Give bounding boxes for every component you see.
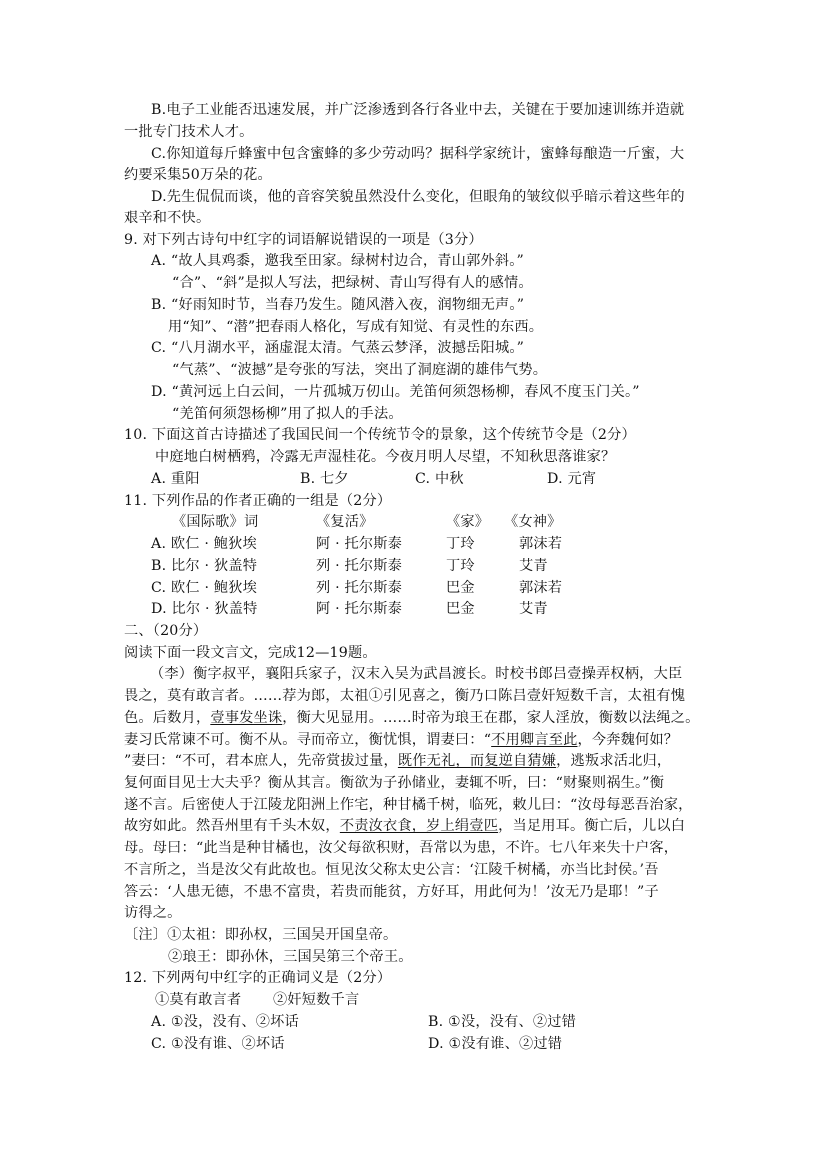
- q12-option-b: B. ①没，没有、②过错: [428, 1014, 577, 1030]
- passage-line-11: 答云：‘人患无德，不患不富贵，若贵而能贫，方好耳，用此何为！’汝无乃是耶！”子: [124, 884, 659, 900]
- q11-row-a-col2: 阿 · 托尔斯泰: [316, 536, 403, 552]
- q11-header-col1: 《国际歌》词: [172, 514, 259, 530]
- q12-option-d: D. ①没有谁、②过错: [428, 1036, 563, 1052]
- q11-row-b-col3: 丁玲: [446, 558, 475, 574]
- passage-text: 故穷如此。然吾州里有千头木奴，: [124, 818, 340, 834]
- option-8d-line1: D.先生侃侃而谈，他的音容笑貌虽然没什么变化，但眼角的皱纹似乎暗示着这些年的: [151, 189, 685, 205]
- note-1: 〔注〕①太祖：即孙权，三国吴开国皇帝。: [124, 927, 398, 943]
- q11-row-c-col3: 巴金: [446, 580, 475, 596]
- q12-item-1: ①莫有敢言者: [155, 992, 242, 1008]
- question-9: 9. 对下列古诗句中红字的词语解说错误的一项是（3分）: [124, 232, 483, 248]
- q10-option-c: C. 中秋: [415, 471, 464, 487]
- q11-row-b-col4: 艾青: [519, 558, 548, 574]
- q11-header-col4: 《女神》: [504, 514, 562, 530]
- passage-line-4: [124, 731, 678, 750]
- passage-text: ”妻曰：“不可，君本庶人，先帝赏拔过量，: [124, 753, 398, 769]
- q12-item-2: ②奸短数千言: [273, 992, 360, 1008]
- underlined-phrase-1: 壹事发坐诛: [210, 710, 283, 726]
- q10-poem: 中庭地白树栖鸦，冷露无声湿桂花。今夜月明人尽望，不知秋思落谁家？: [155, 449, 616, 465]
- section-2-heading: 二、（20分）: [124, 623, 208, 639]
- passage-line-12: 访得之。: [124, 905, 182, 921]
- option-8c-line2: 约要采集50万朵的花。: [124, 167, 272, 183]
- passage-text: 色。后数月，: [124, 710, 211, 726]
- passage-line-8: [124, 817, 685, 836]
- passage-line-2: 畏之，莫有敢言者。……荐为郎，太祖①引见喜之，衡乃口陈吕壹奸短数千言，太祖有愧: [124, 688, 686, 704]
- passage-line-1: （李）衡字叔平，襄阳兵家子，汉末入吴为武昌渡长。时校书郎吕壹操弄权柄，大臣: [150, 666, 683, 682]
- passage-line-9: 母。母曰：“此当是种甘橘也，汝父每欲积财，吾常以为患，不许。七八年来失十户客，: [124, 840, 679, 856]
- question-12: 12. 下列两句中红字的正确词义是（2分）: [124, 970, 392, 986]
- passage-line-5: [124, 752, 671, 771]
- note-2: ②琅王：即孙休，三国吴第三个帝王。: [168, 949, 413, 965]
- passage-text: ，今奔魏何如？: [577, 732, 679, 748]
- passage-instruction: 阅读下面一段文言文，完成12—19题。: [124, 645, 377, 661]
- q9-option-b: B. “好雨知时节，当春乃发生。随风潜入夜，润物细无声。”: [151, 297, 525, 313]
- q11-row-d-col3: 巴金: [446, 601, 475, 617]
- underlined-phrase-2: 不用卿言至此: [491, 732, 578, 748]
- q11-row-d-col1: D. 比尔 · 狄盖特: [151, 601, 258, 617]
- passage-text: 妻习氏常谏不可。衡不从。寻而帝立，衡忧惧，谓妻曰：“: [124, 732, 492, 748]
- q11-header-col2: 《复活》: [316, 514, 374, 530]
- q11-header-col3: 《家》: [446, 514, 490, 530]
- q10-option-b: B. 七夕: [300, 471, 349, 487]
- q11-row-b-col2: 列 · 托尔斯泰: [316, 558, 403, 574]
- q10-option-d: D. 元宵: [547, 471, 597, 487]
- q10-option-a: A. 重阳: [151, 471, 200, 487]
- underlined-phrase-3: 既作无礼，而复逆自猜嫌: [397, 753, 557, 769]
- question-10: 10. 下面这首古诗描述了我国民间一个传统节令的景象，这个传统节令是（2分）: [124, 427, 636, 443]
- question-11: 11. 下列作品的作者正确的一组是（2分）: [124, 493, 392, 509]
- option-8b-line1: B.电子工业能否迅速发展，并广泛渗透到各行各业中去，关键在于要加速训练并造就: [151, 102, 685, 118]
- q9-option-c-note: “气蒸”、“波撼”是夸张的写法，突出了洞庭湖的雄伟气势。: [172, 362, 548, 378]
- q9-option-a: A. “故人具鸡黍，邀我至田家。绿树村边合，青山郭外斜。”: [151, 253, 524, 269]
- passage-line-3: [124, 709, 700, 728]
- q11-row-a-col4: 郭沫若: [519, 536, 563, 552]
- q11-row-a-col1: A. 欧仁 · 鲍狄埃: [151, 536, 257, 552]
- q11-row-b-col1: B. 比尔 · 狄盖特: [151, 558, 258, 574]
- q11-row-a-col3: 丁玲: [446, 536, 475, 552]
- passage-text: ，当足用耳。衡亡后，儿以白: [498, 818, 686, 834]
- passage-text: ，衡大见显用。……时帝为琅王在郡，家人淫放，衡数以法绳之。: [282, 710, 700, 726]
- q11-row-d-col2: 阿 · 托尔斯泰: [316, 601, 403, 617]
- q9-option-b-note: 用“知”、“潜”把春雨人格化，写成有知觉、有灵性的东西。: [168, 319, 544, 335]
- underlined-phrase-4: 不责汝衣食，岁上绢壹匹: [339, 818, 499, 834]
- q12-option-a: A. ①没，没有、②坏话: [151, 1014, 299, 1030]
- q9-option-c: C. “八月湖水平，涵虚混太清。气蒸云梦泽，波撼岳阳城。”: [151, 340, 525, 356]
- q9-option-a-note: “合”、“斜”是拟人写法，把绿树、青山写得有人的感情。: [172, 275, 533, 291]
- option-8c-line1: C.你知道每斤蜂蜜中包含蜜蜂的多少劳动吗？据科学家统计，蜜蜂每酿造一斤蜜，大: [151, 146, 685, 162]
- option-8d-line2: 艰辛和不快。: [124, 210, 211, 226]
- q9-option-d: D. “黄河远上白云间，一片孤城万仞山。羌笛何须怨杨柳，春风不度玉门关。”: [151, 384, 640, 400]
- passage-line-10: 不言所之，当是汝父有此故也。恒见汝父称太史公言：‘江陵千树橘，亦当比封侯。’吾: [124, 862, 659, 878]
- q12-option-c: C. ①没有谁、②坏话: [151, 1036, 285, 1052]
- passage-line-7: 遂不言。后密使人于江陵龙阳洲上作宅，种甘橘千树，临死，敕儿曰：“汝母每恶吾治家，: [124, 797, 693, 813]
- passage-line-6: 复何面目见士大夫乎？衡从其言。衡欲为子孙储业，妻辄不听，曰：“财聚则祸生。”衡: [124, 775, 665, 791]
- q11-row-c-col4: 郭沫若: [519, 580, 563, 596]
- option-8b-line2: 一批专门技术人才。: [124, 124, 254, 140]
- q11-row-d-col4: 艾青: [519, 601, 548, 617]
- q11-row-c-col1: C. 欧仁 · 鲍狄埃: [151, 580, 258, 596]
- passage-text: ，逃叛求活北归，: [556, 753, 672, 769]
- q11-row-c-col2: 列 · 托尔斯泰: [316, 580, 403, 596]
- q9-option-d-note: “羌笛何须怨杨柳”用了拟人的手法。: [172, 406, 403, 422]
